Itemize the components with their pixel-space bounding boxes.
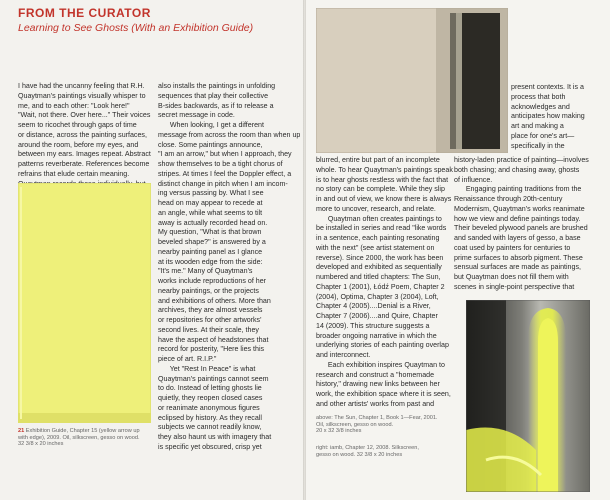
left-column-1-line: "Wait, not there. Over here..." Their voices: [18, 111, 151, 120]
left-column-2-line: archives, they are almost vessels: [158, 306, 263, 315]
left-column-1-line: I have had the uncanny feeling that R.H.: [18, 82, 145, 90]
right-column-1-line: Chapter 1 (2001), Łódź Poem, Chapter 2: [316, 282, 445, 291]
right-caption-2-line-1: right: iamb, Chapter 12, 2008. Silkscreen,: [316, 445, 419, 451]
right-column-2-top-line: place for one's art—: [511, 131, 575, 140]
left-column-2-line: close. Some paintings announce,: [158, 140, 263, 149]
right-column-2-line: of influence.: [454, 175, 493, 184]
right-column-2-line: scenes in single-point perspective that: [454, 282, 575, 291]
left-column-2-line: head on may appear to recede at: [158, 199, 263, 207]
left-column-2-line: secret message in code.: [158, 111, 235, 120]
right-column-2-line: Engaging painting traditions from the: [454, 185, 582, 194]
article-subtitle: Learning to See Ghosts (With an Exhibition Guide): [18, 22, 254, 34]
right-caption-2: [316, 445, 419, 458]
left-column-2-line: away is actually recorded head on.: [158, 218, 268, 227]
left-column-2-line: at its wooden edge from the side:: [158, 257, 263, 266]
left-column-2-line: or reanimate anonymous figures: [158, 403, 260, 412]
left-column-2-line: message from across the room than when up: [158, 130, 301, 139]
right-column-1-line: Each exhibition inspires Quaytman to: [316, 360, 445, 369]
left-column-2-line: beveled shape?" is answered by a: [158, 238, 266, 246]
left-column-1-line: between my ears. Images repeat. Abstract: [18, 150, 151, 159]
left-column-2-line: Yet "Rest In Peace" is what: [158, 364, 256, 373]
left-column-2-line: is specific yet obscured, crisp yet: [158, 442, 262, 451]
left-column-2-line: have the aspect of headstones that: [158, 335, 269, 344]
left-column-1-line: refrains that elude certain meaning.: [18, 169, 130, 178]
right-column-1-line: blurred, entire but part of an incomplete: [316, 156, 440, 164]
right-column-2: [454, 156, 589, 293]
left-column-2-line: stripes. At times I feel the Doppler effect, a: [158, 169, 292, 178]
right-column-2-top-line: process that both: [511, 92, 566, 101]
right-column-2-line: sensual surfaces are made as paintings,: [454, 263, 581, 272]
right-column-1-line: and interconnect.: [316, 351, 371, 359]
right-column-1-line: and other artists' works from past and: [316, 399, 435, 408]
right-column-2-line: both chasing; and chasing away, ghosts: [454, 165, 580, 174]
right-column-1-line: is to hear ghosts restless with the fact that: [316, 175, 449, 184]
right-column-1-line: Quaytman often creates paintings to: [316, 214, 442, 223]
left-column-2-line: an angle, while what seems to tilt: [158, 208, 263, 217]
right-column-1-line: work, the exhibition space where it is seen,: [316, 390, 451, 398]
right-column-1-line: more to uncover, research, and relate.: [316, 204, 436, 213]
left-column-1: [18, 82, 151, 189]
left-column-1-line: around the room, before my eyes, and: [18, 140, 139, 149]
right-column-1-line: Chapter 7 (2006)....and Quire, Chapter: [316, 312, 438, 320]
section-title: FROM THE CURATOR: [18, 6, 151, 20]
right-column-2-top: [511, 83, 585, 151]
right-column-1-line: history," drawing new links between her: [316, 380, 440, 389]
sun-painting: [316, 8, 508, 153]
right-column-2-top-line: art and making a: [511, 122, 564, 130]
right-page: [306, 0, 610, 500]
right-column-1-line: 14 (2009). This structure suggests a: [316, 321, 430, 330]
right-column-2-line: but Quaytman does not fill them with: [454, 273, 569, 281]
right-column-2-line: Their beveled plywood panels are brushed: [454, 224, 588, 233]
left-column-2-line: My question, "What is that brown: [158, 228, 262, 237]
right-column-2-top-line: anticipates how making: [511, 112, 585, 121]
left-column-2-line: nearby paintings, or the projects: [158, 286, 259, 295]
right-column-1-line: research and construct a "homemade: [316, 370, 435, 379]
left-column-2-line: and exhibitions of others. More than: [158, 296, 271, 305]
left-column-2-line: subjects we cannot readily know,: [158, 423, 262, 432]
left-column-2: [158, 82, 300, 453]
right-column-2-line: history-laden practice of painting—involves: [454, 156, 589, 164]
right-column-1-line: numbered and titled chapters: The Sun,: [316, 273, 441, 281]
right-column-2-line: coat used by painters for centuries to: [454, 243, 571, 252]
right-column-1-line: no story can be complete. While they slip: [316, 185, 445, 194]
right-column-2-top-line: specifically in the: [511, 141, 565, 150]
right-column-1: [316, 156, 453, 410]
right-caption-1-line-1: above: The Sun, Chapter 1, Book 1—Fear, 2001.: [316, 415, 438, 421]
right-column-1-line: developed and exhibited as sequentially: [316, 263, 442, 272]
left-column-2-line: B-sides backwards, as if to release a: [158, 101, 274, 110]
right-column-2-line: and sanded with layers of gesso, a base: [454, 234, 581, 242]
left-column-1-line: me, and to each other: "Look here!": [18, 101, 130, 110]
right-column-1-line: in and out of view, we know there is always: [316, 195, 452, 203]
left-column-2-line: sequences that play their collective: [158, 91, 269, 100]
left-column-1-line: patterns reverberate. References become: [18, 160, 150, 168]
right-column-2-line: Modernism, Quaytman's works reanimate: [454, 204, 585, 213]
right-column-2-line: Renaissance through 20th-century: [454, 195, 563, 203]
left-column-2-line: show themselves to be a tight chorus of: [158, 160, 283, 168]
right-caption-1: [316, 415, 437, 435]
left-column-2-line: When looking, I get a different: [158, 121, 264, 129]
left-column-2-line: Quaytman's paintings cannot seem: [158, 374, 269, 383]
right-caption-1-line-2: Oil, silkscreen, gesso on wood.: [316, 421, 394, 428]
left-caption-line-1: Exhibition Guide, Chapter 15 (yellow arrow up: [25, 428, 140, 434]
right-column-2-line: how we view and define paintings today.: [454, 214, 581, 223]
left-column-2-line: to do. Instead of letting ghosts lie: [158, 384, 262, 393]
figure-number: 21: [18, 428, 25, 434]
left-column-1-line: or distance, across the painting surfaces,: [18, 130, 147, 139]
right-column-2-top-line: acknowledges and: [511, 102, 570, 111]
left-column-2-line: "I am an arrow," but when I approach, they: [158, 150, 292, 159]
left-column-2-line: eclipsed by history. As they recall: [158, 413, 262, 422]
right-column-1-line: be installed in series and read "like words: [316, 224, 447, 233]
left-column-2-line: quietly, they reopen closed cases: [158, 394, 263, 402]
left-column-2-line: works include reproductions of her: [158, 277, 267, 285]
right-column-1-line: in a sentence, each painting resonating: [316, 234, 440, 242]
left-column-1-line: seem to ricochet through gaps of time: [18, 121, 137, 129]
left-caption: [18, 428, 140, 448]
left-column-2-line: second lives. At their scale, they: [158, 325, 259, 334]
left-column-2-line: piece of art. R.I.P.": [158, 355, 217, 363]
left-column-2-line: they also haunt us with imagery that: [158, 433, 272, 441]
left-caption-line-2: with edge), 2009. Oil, silkscreen, gesso on wood.: [18, 434, 140, 441]
left-column-2-line: "It's me." Many of Quaytman's: [158, 267, 253, 276]
right-column-1-line: reverse). Since 2000, the work has been: [316, 253, 444, 262]
left-column-2-line: distinct change in pitch when I am incom-: [158, 179, 288, 188]
right-column-1-line: underlying stories of each painting overlap: [316, 341, 449, 350]
right-column-1-line: Chapter 4 (2005)....Denial is a River,: [316, 302, 431, 311]
iamb-painting: [466, 300, 590, 492]
right-column-1-line: broader ongoing narrative in which the: [316, 331, 437, 340]
yellow-painting: [18, 183, 151, 423]
left-column-2-line: or repositories for other artworks': [158, 316, 262, 324]
left-caption-line-3: 32 3/8 x 20 inches: [18, 441, 64, 448]
right-caption-2-line-2: gesso on wood. 32 3/8 x 20 inches: [316, 451, 403, 458]
right-column-1-line: (2004), Optima, Chapter 3 (2004), Loft,: [316, 292, 439, 301]
left-column-2-line: record for posterity, "Here lies this: [158, 345, 265, 354]
left-column-2-line: ing versus passing by. What I see: [158, 189, 264, 198]
right-column-2-line: prime surfaces to absorb pigment. These: [454, 253, 583, 262]
right-column-1-line: whole. To hear Quaytman's paintings speak: [316, 165, 453, 174]
right-column-2-top-line: present contexts. It is a: [511, 83, 584, 91]
left-column-1-line: Quaytman's paintings visually whisper to: [18, 91, 146, 100]
left-column-2-line: nearby painting panel as I glance: [158, 247, 263, 256]
left-column-2-line: also installs the paintings in unfolding: [158, 82, 276, 90]
right-column-1-line: with the next" (see artist statement on: [316, 243, 435, 252]
left-page: [0, 0, 303, 500]
right-caption-1-line-3: 20 x 32 3/8 inches: [316, 428, 362, 435]
